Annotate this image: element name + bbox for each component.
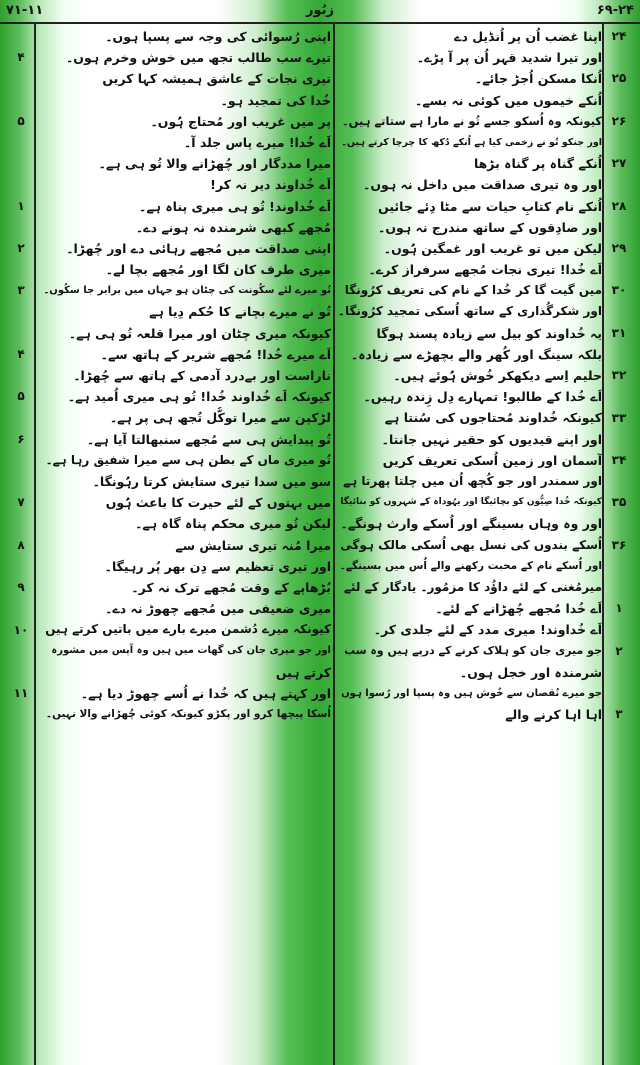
verse-line: اپنی رُسوائی کی وجہ سے پسپا ہوں۔ bbox=[105, 29, 331, 44]
verse-line: اہا اہا کرنے والے bbox=[505, 707, 602, 722]
verse-number: ۲۵ bbox=[611, 71, 627, 86]
verse-line: میں بہتوں کے لئے حیرت کا باعث ہُوں bbox=[105, 495, 331, 511]
verse-line: اُسکے بندوں کی نسل بھی اُسکی مالک ہوگی bbox=[340, 537, 602, 552]
verse-number: ۱۰ bbox=[13, 622, 29, 637]
verse-line: اَے خُدا مُجھے چُھڑانے کے لئے۔ bbox=[435, 601, 602, 617]
verse-line: تُو نے میرے بچانے کا حُکم دِیا ہے bbox=[149, 304, 331, 320]
verse-number: ۲۹ bbox=[611, 241, 627, 255]
verse-line: اَے خُدا کے طالبو! تمہارے دِل زِندہ رہیں۔ bbox=[363, 389, 602, 405]
verse-line: اُنکے نام کتابِ حیات سے مٹا دِئے جائیں bbox=[378, 198, 602, 214]
verse-line: میرا مددگار اور چُھڑانے والا تُو ہی ہے۔ bbox=[98, 156, 331, 172]
verse-number: ۴ bbox=[17, 347, 25, 361]
verse-number: ۱۱ bbox=[13, 686, 29, 701]
verse-line: اَے خُداوند! تُو ہی میری پناہ ہے۔ bbox=[139, 198, 331, 214]
verse-line: کیونکہ وہ اُسکو جسے تُو نے مارا ہے ستاتے ہیں۔ bbox=[341, 113, 602, 128]
verse-line: یہ خُداوند کو بیل سے زیادہ پسند ہوگا bbox=[376, 325, 602, 341]
verse-line: اور سمندر اور جو کُچھ اُن میں چلتا پھرتا ہے bbox=[343, 473, 602, 488]
verse-number: ۸ bbox=[17, 537, 25, 552]
verse-number: ۳۰ bbox=[611, 283, 627, 298]
verse-number: ۷ bbox=[17, 495, 25, 510]
verse-line: لڑکپن سے میرا توکُّل تُجھ ہی پر ہے۔ bbox=[109, 410, 331, 426]
verse-line: لیکن تُو میری محکم پناہ گاہ ہے۔ bbox=[135, 516, 331, 532]
verse-line: تیرے سب طالب تجھ میں خوش وخرم ہوں۔ bbox=[65, 50, 331, 66]
verse-line: اور صادِقوں کے ساتھ مندرج نہ ہوں۔ bbox=[378, 219, 602, 235]
verse-number: ۲۷ bbox=[611, 156, 627, 171]
verse-line: کیونکہ خُدا صِیُّون کو بچائیگا اور یہُوداہ کے شہروں کو بنائیگا bbox=[340, 497, 602, 508]
header-left-ref: ۷۱-۱۱ bbox=[6, 3, 44, 18]
verse-number: ۳۳ bbox=[611, 410, 627, 425]
verse-line: اور اپنے قیدیوں کو حقیر نہیں جانتا۔ bbox=[381, 431, 602, 447]
verse-line: حلیم اِسے دیکھکر خُوش ہُوئے ہیں۔ bbox=[393, 368, 602, 383]
verse-line: اُنکے خیموں میں کوئی نہ بسے۔ bbox=[415, 92, 602, 108]
verse-line: اور تیری تعظیم سے دِن بھر پُر رہیگا۔ bbox=[104, 558, 331, 574]
verse-number: ۲۴ bbox=[611, 29, 627, 43]
header-title: زبُور bbox=[306, 3, 334, 18]
verse-number: ۳۱ bbox=[611, 325, 627, 340]
verse-line: اُنکا مسکن اُجڑ جائے۔ bbox=[474, 71, 602, 87]
verse-line: اور وہ تیری صداقت میں داخل نہ ہوں۔ bbox=[363, 177, 602, 193]
verse-number: ۲ bbox=[17, 241, 25, 255]
verse-line: بلکہ سینگ اور کُھر والے بچھڑے سے زیادہ۔ bbox=[350, 346, 602, 362]
verse-number: ۹ bbox=[17, 580, 25, 595]
verse-line: میری ضعیفی میں مُجھے چھوڑ نہ دے۔ bbox=[105, 601, 331, 617]
verse-line: مُجھے کبھی شرمندہ نہ ہونے دے۔ bbox=[135, 219, 331, 235]
verse-line: کیونکہ میرے دُشمن میرے بارے میں باتیں کرتے ہیں bbox=[45, 622, 331, 637]
verse-number: ۳۵ bbox=[611, 495, 627, 510]
verse-line: شرمندہ اور خجل ہوں۔ bbox=[459, 664, 602, 680]
verse-line: جو میرے نُقصان سے خُوش ہیں وہ پسپا اور رُسوا ہوں bbox=[341, 687, 602, 699]
verse-line: اَے خُداوند دیر نہ کر! bbox=[210, 177, 331, 193]
verse-line: جو میری جان کو ہلاک کرنے کے درپے ہیں وہ سب bbox=[344, 644, 602, 658]
verse-number: ۵ bbox=[17, 113, 25, 128]
verse-line: اپنا غضب اُن پر اُنڈیل دے bbox=[454, 29, 602, 44]
verse-line: اور شکرگُذاری کے ساتھ اُسکی تمجید کرُونگا۔ bbox=[337, 304, 602, 319]
verse-number: ۵ bbox=[17, 389, 25, 404]
verse-line: اور اُسکے نام کے محبت رکھنے والے اُس میں بسینگے۔ bbox=[339, 559, 602, 572]
verse-line: اور وہ وہاں بسینگے اور اُسکے وارث ہونگے۔ bbox=[340, 516, 602, 532]
verse-line: اور جو میری جان کی گھات میں ہیں وہ آپس میں مشورہ bbox=[51, 645, 331, 657]
verse-line: اَے میرے خُدا! مُجھے شریر کے ہاتھ سے۔ bbox=[100, 346, 331, 362]
verse-line: اور کہتے ہیں کہ خُدا نے اُسے چھوڑ دیا ہے۔ bbox=[80, 685, 331, 701]
verse-line: اور تیرا شدید قہر اُن پر آ پڑے۔ bbox=[416, 50, 602, 66]
verse-line: لیکن میں تو غریب اور غمگین ہُوں۔ bbox=[383, 240, 602, 256]
verse-line: تُو پیدایش ہی سے مُجھے سنبھالتا آیا ہے۔ bbox=[86, 431, 331, 447]
header-right-ref: ۶۹-۲۴ bbox=[596, 3, 634, 18]
verse-line: اور جنکو تُو نے زخمی کیا ہے اُنکے دُکھ کا چرچا کرتے ہیں۔ bbox=[341, 136, 602, 148]
verse-number: ۳۴ bbox=[611, 453, 627, 467]
verse-line: سو میں سدا تیری ستایش کرتا رہُونگا۔ bbox=[92, 473, 331, 489]
verse-line: کیونکہ خُداوند مُحتاجوں کی سُنتا ہے bbox=[384, 410, 602, 426]
verse-line: تُو میری ماں کے بطن ہی سے میرا شفیق رہا ہے۔ bbox=[45, 452, 331, 467]
verse-line: اَے خُدا! تیری نجات مُجھے سرفراز کرے۔ bbox=[368, 262, 602, 278]
verse-number: ۱ bbox=[615, 601, 623, 616]
verse-line: کرتے ہیں bbox=[275, 664, 331, 680]
verse-number: ۳ bbox=[615, 707, 623, 722]
verse-number: ۳۲ bbox=[611, 368, 627, 383]
verse-number: ۳ bbox=[17, 283, 25, 298]
left-text-column bbox=[40, 26, 331, 725]
center-column-rule bbox=[333, 22, 335, 1065]
verse-line: میرا مُنہ تیری ستایش سے bbox=[175, 537, 331, 553]
verse-number: ۲ bbox=[615, 643, 623, 658]
verse-line: کیونکہ میری چٹان اور میرا قلعہ تُو ہی ہے۔ bbox=[68, 325, 331, 341]
verse-line: بُڑھاپے کے وقت مُجھے ترک نہ کر۔ bbox=[131, 579, 331, 595]
right-text-column bbox=[337, 26, 602, 725]
verse-line: آسمان اور زمین اُسکی تعریف کریں bbox=[382, 452, 602, 468]
verse-number: ۶ bbox=[17, 431, 25, 446]
verse-number: ۳۶ bbox=[611, 537, 627, 552]
verse-line: اُنکے گناہ پر گناہ بڑھا bbox=[473, 156, 602, 172]
verse-number: ۱ bbox=[17, 198, 25, 213]
verse-line: ناراست اور بےدرد آدمی کے ہاتھ سے چُھڑا۔ bbox=[73, 368, 331, 383]
verse-line: اپنی صداقت میں مُجھے رہائی دے اور چُھڑا۔ bbox=[66, 240, 331, 256]
page-header bbox=[0, 0, 640, 22]
verse-line: اَے خُدا! میرے پاس جلد آ۔ bbox=[183, 134, 331, 150]
verse-number: ۲۸ bbox=[611, 198, 627, 213]
verse-line: خُدا کی تمجید ہو۔ bbox=[220, 92, 331, 108]
verse-line: پر میں غریب اور مُحتاج ہُوں۔ bbox=[150, 113, 331, 129]
verse-line: اُسکا پیچھا کرو اور پکڑو کیونکہ کوئی چُھڑانے والا نہیں۔ bbox=[45, 708, 331, 720]
verse-line: میری طرف کان لگا اور مُجھے بچا لے۔ bbox=[105, 262, 331, 278]
verse-line: تیری نجات کے عاشق ہمیشہ کہا کریں bbox=[102, 71, 331, 87]
verse-line: تُو میرے لئے سکُونت کی چٹان ہو جہاں میں برابر جا سکُوں۔ bbox=[43, 285, 331, 297]
header-rule bbox=[0, 22, 640, 24]
verse-line: میں گیت گا کر خُدا کے نام کی تعریف کرُونگا bbox=[344, 283, 602, 298]
verse-number: ۴ bbox=[17, 50, 25, 65]
verse-line: میرمُغنی کے لئے داؤُد کا مزمُور۔ یادگار کے لئے bbox=[343, 579, 602, 594]
verse-number: ۲۶ bbox=[611, 113, 627, 128]
verse-line: اَے خُداوند! میری مدد کے لئے جلدی کر۔ bbox=[373, 622, 602, 638]
verse-line: کیونکہ اَے خُداوند خُدا! تُو ہی میری اُمید ہے۔ bbox=[67, 389, 331, 405]
